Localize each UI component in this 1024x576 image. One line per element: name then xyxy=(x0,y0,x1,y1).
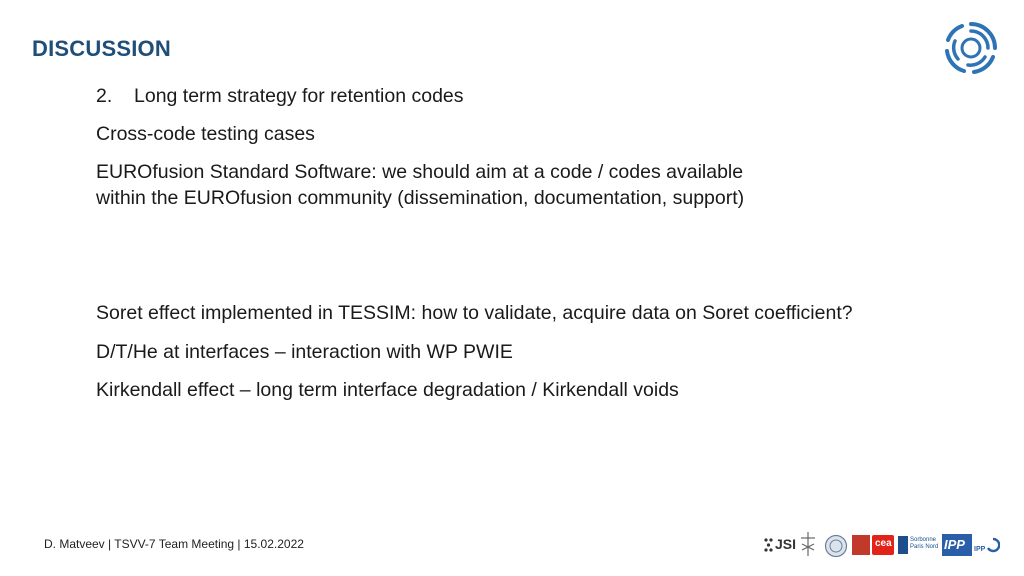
cea-logo-icon xyxy=(872,535,894,555)
seal-logo-icon xyxy=(824,534,848,558)
paragraph-eurofusion-line2: within the EUROfusion community (dissemination, documentation, support) xyxy=(96,187,745,209)
red-badge-logo-icon xyxy=(852,535,870,555)
item-text: Long term strategy for retention codes xyxy=(134,85,464,107)
jsi-logo-text: JSI xyxy=(775,536,797,552)
ipp-logo-icon xyxy=(942,534,972,556)
cea-logo-text: cea xyxy=(875,538,892,549)
paragraph-soret: Soret effect implemented in TESSIM: how to validate, acquire data on Soret coefficient? xyxy=(96,302,853,324)
footer-text: D. Matveev | TSVV-7 Team Meeting | 15.02.2022 xyxy=(44,537,304,551)
numbered-item xyxy=(96,83,464,109)
paragraph-kirkendall: Kirkendall effect – long term interface degradation / Kirkendall voids xyxy=(96,379,679,401)
page-title: DISCUSSION xyxy=(32,36,171,61)
sorbonne-logo-text: Sorbonne Paris Nord xyxy=(910,537,939,550)
university-crest-icon xyxy=(798,530,818,560)
paragraph-dthe: D/T/He at interfaces – interaction with WP PWIE xyxy=(96,341,513,363)
eurofusion-small-logo-icon xyxy=(986,537,1000,553)
fusion-ring-logo-icon xyxy=(944,21,998,75)
partner-logos xyxy=(764,528,996,564)
paragraph-cross-code: Cross-code testing cases xyxy=(96,123,315,145)
ipp-logo-text: IPP xyxy=(944,537,965,552)
item-number: 2. xyxy=(96,85,113,107)
jsi-logo-icon xyxy=(764,535,797,555)
ipp-small-logo-text: IPP xyxy=(974,546,986,553)
ipp-small-logo-icon xyxy=(974,538,986,552)
paragraph-eurofusion-line1: EUROfusion Standard Software: we should aim at a code / codes available xyxy=(96,161,744,183)
sorbonne-logo-icon xyxy=(898,534,940,556)
